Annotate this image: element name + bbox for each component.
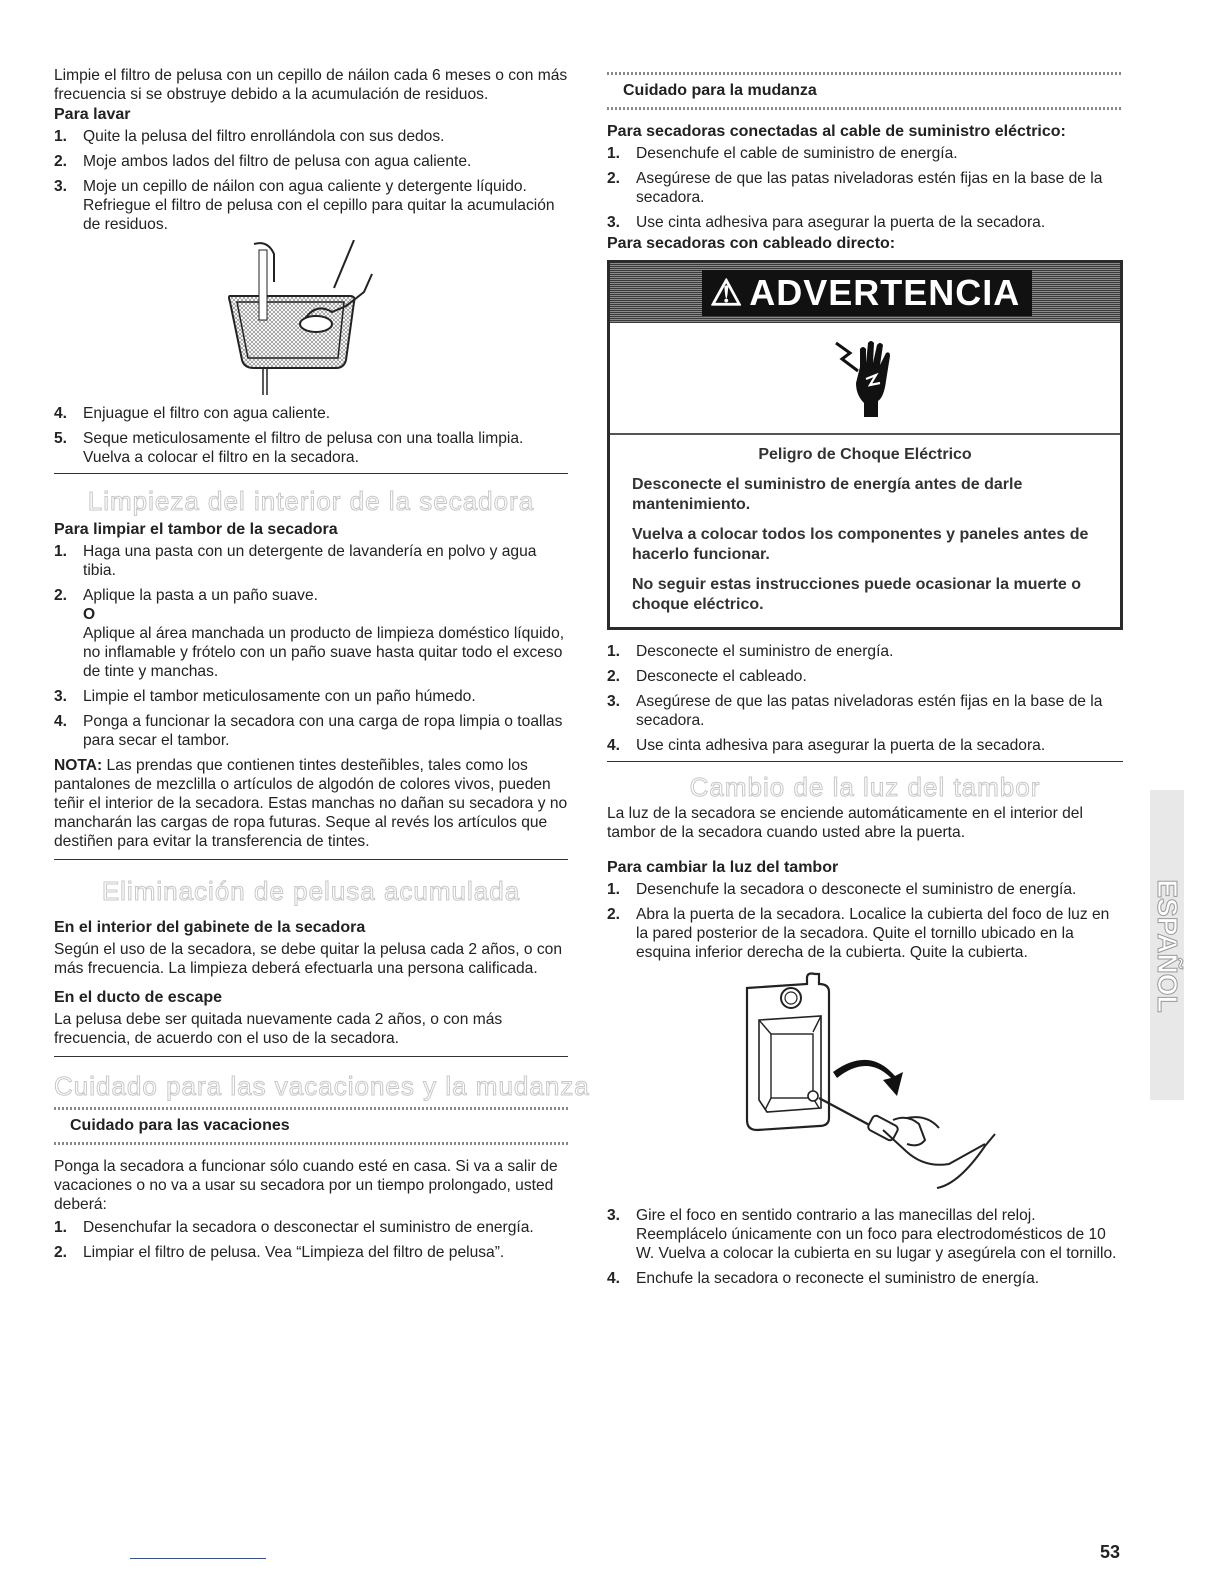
section-title-interior: Limpieza del interior de la secadora xyxy=(87,486,535,516)
list-item: 5. Seque meticulosamente el filtro de pelusa con una toalla limpia. Vuelva a colocar el filtro en la secadora. xyxy=(54,430,524,466)
list-item: 4. Ponga a funcionar la secadora con una carga de ropa limpia o toallas para secar el tambor. xyxy=(54,713,563,749)
warning-line: Vuelva a colocar todos los componentes y paneles antes de hacerlo funcionar. xyxy=(632,526,1089,563)
list-item: 2. Aplique la pasta a un paño suave. O Aplique al área manchada un producto de limpieza doméstico líquido, no inflamable y frótelo con un paño suave hasta quitar todo el exceso de tinte y manchas. xyxy=(54,586,568,681)
wash-steps xyxy=(54,127,568,234)
electric-shock-hand-icon xyxy=(832,337,912,427)
list-item: 1. Desenchufe el cable de suministro de energía. xyxy=(607,145,958,162)
list-item: 4. Enjuague el filtro con agua caliente. xyxy=(54,405,331,422)
light-intro: La luz de la secadora se enciende automáticamente en el interior del tambor de la secadora cuando usted abre la puerta. xyxy=(607,805,1083,841)
warning-box xyxy=(607,260,1123,630)
list-item: 2. Abra la puerta de la secadora. Localice la cubierta del foco de luz en la pared posterior de la secadora. Quite el tornillo ubicado en la esquina inferior derecha de la cubierta. Quite la cubierta. xyxy=(607,906,1110,961)
list-item: 2. Limpiar el filtro de pelusa. Vea “Limpieza del filtro de pelusa”. xyxy=(54,1244,505,1261)
list-item: 1. Desconecte el suministro de energía. xyxy=(607,643,894,660)
language-side-tab: ESPAÑOL xyxy=(1150,790,1184,1100)
list-item: 2. Desconecte el cableado. xyxy=(607,668,807,685)
light-cover-removal-illustration xyxy=(607,968,1123,1198)
list-item: 1. Desenchufe la secadora o desconecte el suministro de energía. xyxy=(607,881,1077,898)
section-divider xyxy=(54,1056,568,1057)
list-item: 1. Quite la pelusa del filtro enrollándola con sus dedos. xyxy=(54,128,445,145)
section-divider xyxy=(607,761,1123,762)
cabinet-heading: En el interior del gabinete de la secadora xyxy=(54,919,366,936)
page-number: 53 xyxy=(1100,1542,1121,1562)
light-steps-continued xyxy=(607,1206,1123,1288)
wash-steps-continued xyxy=(54,404,568,467)
list-item: 1. Desenchufar la secadora o desconectar el suministro de energía. xyxy=(54,1219,534,1236)
lint-filter-washing-illustration xyxy=(54,240,568,400)
section-title-lint: Eliminación de pelusa acumulada xyxy=(101,876,521,906)
list-item: 3. Use cinta adhesiva para asegurar la puerta de la secadora. xyxy=(607,214,1046,231)
dotted-divider xyxy=(54,1142,568,1145)
cabinet-text: Según el uso de la secadora, se debe quitar la pelusa cada 2 años, o con más frecuencia. La limpieza deberá efectuarla una persona calificada. xyxy=(54,941,563,977)
wash-heading: Para lavar xyxy=(54,106,131,123)
direct-heading: Para secadoras con cableado directo: xyxy=(607,235,896,252)
light-heading: Para cambiar la luz del tambor xyxy=(607,859,839,876)
warning-icon-area xyxy=(610,323,1120,435)
vacation-steps xyxy=(54,1218,568,1262)
drum-alt-text: Aplique al área manchada un producto de limpieza doméstico líquido, no inflamable y frótelo con un paño suave hasta quitar todo el exceso de tinte y manchas. xyxy=(83,625,565,680)
moving-heading: Cuidado para la mudanza xyxy=(623,82,817,99)
hazard-label: Peligro de Choque Eléctrico xyxy=(758,446,972,463)
list-item: 1. Haga una pasta con un detergente de lavandería en polvo y agua tibia. xyxy=(54,543,537,579)
list-item: 2. Moje ambos lados del filtro de pelusa con agua caliente. xyxy=(54,153,472,170)
direct-steps xyxy=(607,642,1123,755)
vacation-text: Ponga la secadora a funcionar sólo cuando esté en casa. Si va a salir de vacaciones o no va a usar su secadora por un tiempo prolongado, usted deberá: xyxy=(54,1158,558,1213)
list-item: 4. Use cinta adhesiva para asegurar la puerta de la secadora. xyxy=(607,737,1046,754)
lint-filter-intro: Limpie el filtro de pelusa con un cepillo de náilon cada 6 meses o con más frecuencia si se obstruye debido a la acumulación de residuos. xyxy=(54,67,568,103)
section-title-vacation: Cuidado para las vacaciones y la mudanza xyxy=(54,1071,590,1101)
dotted-divider xyxy=(607,107,1123,110)
dotted-divider xyxy=(607,72,1123,75)
right-column xyxy=(607,72,1123,1294)
left-column xyxy=(54,66,590,1268)
warning-line: No seguir estas instrucciones puede ocasionar la muerte o choque eléctrico. xyxy=(632,576,1082,613)
section-divider xyxy=(54,859,568,860)
note: NOTA: Las prendas que contienen tintes desteñibles, tales como los pantalones de mezclilla o artículos de algodón de colores vivos, pueden teñir el interior de la secadora. Estas manchas no dañan su secadora y no mancharán las cargas de ropa futuras. Seque al revés los artículos que destiñen para evitar la transferencia de tintes. xyxy=(54,757,568,850)
section-divider xyxy=(54,473,568,474)
list-item: 3. Limpie el tambor meticulosamente con un paño húmedo. xyxy=(54,688,476,705)
list-item: 3. Asegúrese de que las patas niveladoras estén fijas en la base de la secadora. xyxy=(607,693,1103,729)
cord-heading: Para secadoras conectadas al cable de suministro eléctrico: xyxy=(607,123,1066,140)
section-title-light: Cambio de la luz del tambor xyxy=(689,772,1041,802)
cord-steps xyxy=(607,144,1123,232)
list-item: 4. Enchufe la secadora o reconecte el suministro de energía. xyxy=(607,1270,1040,1287)
drum-steps xyxy=(54,542,568,750)
warning-text xyxy=(610,435,1120,627)
light-steps xyxy=(607,880,1123,962)
warning-header xyxy=(610,263,1120,323)
warning-line: Desconecte el suministro de energía antes de darle mantenimiento. xyxy=(632,476,1023,513)
drum-heading: Para limpiar el tambor de la secadora xyxy=(54,521,338,538)
dotted-divider xyxy=(54,1107,568,1110)
list-item: 3. Moje un cepillo de náilon con agua caliente y detergente líquido. Refriegue el filtro de pelusa con el cepillo para quitar la acumulación de residuos. xyxy=(54,178,555,233)
warning-triangle-icon: ⚠ xyxy=(710,272,744,313)
footer-line xyxy=(130,1558,266,1559)
list-item: 3. Gire el foco en sentido contrario a las manecillas del reloj. Reemplácelo únicamente con un foco para electrodomésticos de 10 W. Vuelva a colocar la cubierta en su lugar y asegúrela con el tornillo. xyxy=(607,1207,1117,1262)
duct-text: La pelusa debe ser quitada nuevamente cada 2 años, o con más frecuencia, de acuerdo con el uso de la secadora. xyxy=(54,1011,503,1047)
duct-heading: En el ducto de escape xyxy=(54,989,223,1006)
or-label: O xyxy=(83,606,96,623)
warning-title: ⚠ ADVERTENCIA xyxy=(702,270,1032,316)
list-item: 2. Asegúrese de que las patas niveladoras estén fijas en la base de la secadora. xyxy=(607,170,1103,206)
vacation-heading: Cuidado para las vacaciones xyxy=(70,1117,290,1134)
